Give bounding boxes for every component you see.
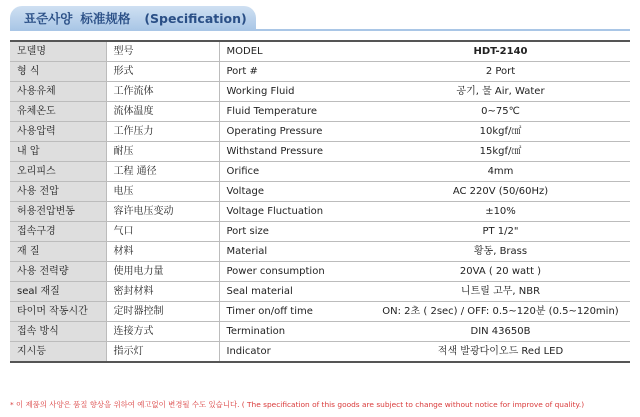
header-title-english: (Specification) [144, 10, 247, 26]
spec-value: PT 1/2" [371, 222, 630, 242]
spec-value: 15kgf/㎠ [371, 142, 630, 162]
spec-label-english: Material [219, 242, 371, 262]
spec-label-english: Indicator [219, 342, 371, 363]
spec-row [10, 102, 630, 122]
spec-label-chinese: 气口 [106, 222, 219, 242]
spec-label-english: Power consumption [219, 262, 371, 282]
spec-label-chinese: 容许电压变动 [106, 202, 219, 222]
spec-label-korean: 오리피스 [10, 162, 106, 182]
spec-value: DIN 43650B [371, 322, 630, 342]
spec-label-english: MODEL [219, 41, 371, 62]
spec-label-korean: 접속 방식 [10, 322, 106, 342]
spec-label-english: Termination [219, 322, 371, 342]
spec-row [10, 222, 630, 242]
spec-row [10, 302, 630, 322]
spec-value: 니트릴 고무, NBR [371, 282, 630, 302]
spec-label-korean: 사용 전력량 [10, 262, 106, 282]
spec-table [10, 40, 630, 363]
spec-label-korean: 형 식 [10, 62, 106, 82]
spec-label-chinese: 电压 [106, 182, 219, 202]
spec-value: HDT-2140 [371, 41, 630, 62]
spec-row [10, 162, 630, 182]
spec-label-korean: 타이머 작동시간 [10, 302, 106, 322]
spec-label-chinese: 连接方式 [106, 322, 219, 342]
spec-label-chinese: 工程 通径 [106, 162, 219, 182]
spec-row [10, 282, 630, 302]
spec-label-chinese: 形式 [106, 62, 219, 82]
spec-label-english: Voltage Fluctuation [219, 202, 371, 222]
spec-value: 2 Port [371, 62, 630, 82]
spec-label-english: Port # [219, 62, 371, 82]
spec-label-korean: 접속구경 [10, 222, 106, 242]
spec-label-korean: 내 압 [10, 142, 106, 162]
spec-label-english: Seal material [219, 282, 371, 302]
spec-row [10, 41, 630, 62]
spec-label-chinese: 型号 [106, 41, 219, 62]
spec-label-chinese: 使用电力量 [106, 262, 219, 282]
spec-row [10, 322, 630, 342]
spec-value: ON: 2초 ( 2sec) / OFF: 0.5~120분 (0.5~120min) [371, 302, 630, 322]
spec-label-chinese: 定时器控制 [106, 302, 219, 322]
spec-label-english: Withstand Pressure [219, 142, 371, 162]
spec-label-english: Working Fluid [219, 82, 371, 102]
spec-row [10, 62, 630, 82]
spec-label-chinese: 工作流体 [106, 82, 219, 102]
spec-label-english: Operating Pressure [219, 122, 371, 142]
spec-label-english: Timer on/off time [219, 302, 371, 322]
spec-change-notice: * 이 제품의 사양은 품질 향상을 위하여 예고없이 변경될 수도 있습니다. ( The specification of this goods are subject to change without notice for improve of quality.) [10, 400, 585, 409]
spec-label-korean: 모델명 [10, 41, 106, 62]
header-title-chinese: 标准规格 [80, 11, 131, 26]
spec-table-body [10, 41, 630, 362]
spec-label-english: Voltage [219, 182, 371, 202]
spec-row [10, 342, 630, 363]
spec-label-korean: 사용 전압 [10, 182, 106, 202]
spec-label-chinese: 耐压 [106, 142, 219, 162]
spec-label-chinese: 材料 [106, 242, 219, 262]
spec-row [10, 242, 630, 262]
spec-label-korean: 재 질 [10, 242, 106, 262]
spec-value: 공기, 물 Air, Water [371, 82, 630, 102]
spec-value: 20VA ( 20 watt ) [371, 262, 630, 282]
spec-label-english: Fluid Temperature [219, 102, 371, 122]
spec-value: 적색 발광다이오드 Red LED [371, 342, 630, 363]
spec-value: 4mm [371, 162, 630, 182]
spec-value: AC 220V (50/60Hz) [371, 182, 630, 202]
spec-row [10, 142, 630, 162]
spec-value: 황동, Brass [371, 242, 630, 262]
spec-label-korean: seal 재질 [10, 282, 106, 302]
spec-label-english: Port size [219, 222, 371, 242]
spec-label-chinese: 指示灯 [106, 342, 219, 363]
spec-label-english: Orifice [219, 162, 371, 182]
spec-row [10, 182, 630, 202]
spec-label-chinese: 流体温度 [106, 102, 219, 122]
spec-label-korean: 유체온도 [10, 102, 106, 122]
spec-label-korean: 지시등 [10, 342, 106, 363]
spec-label-chinese: 密封材料 [106, 282, 219, 302]
spec-label-korean: 사용유체 [10, 82, 106, 102]
spec-header-tab [10, 6, 256, 30]
spec-label-korean: 허용전압변동 [10, 202, 106, 222]
header-title-korean: 표준사양 [24, 11, 73, 26]
spec-value: ±10% [371, 202, 630, 222]
header-divider [10, 29, 630, 31]
spec-row [10, 82, 630, 102]
spec-label-chinese: 工作压力 [106, 122, 219, 142]
spec-row [10, 122, 630, 142]
spec-row [10, 202, 630, 222]
spec-row [10, 262, 630, 282]
spec-value: 0~75℃ [371, 102, 630, 122]
spec-label-korean: 사용압력 [10, 122, 106, 142]
spec-value: 10kgf/㎠ [371, 122, 630, 142]
